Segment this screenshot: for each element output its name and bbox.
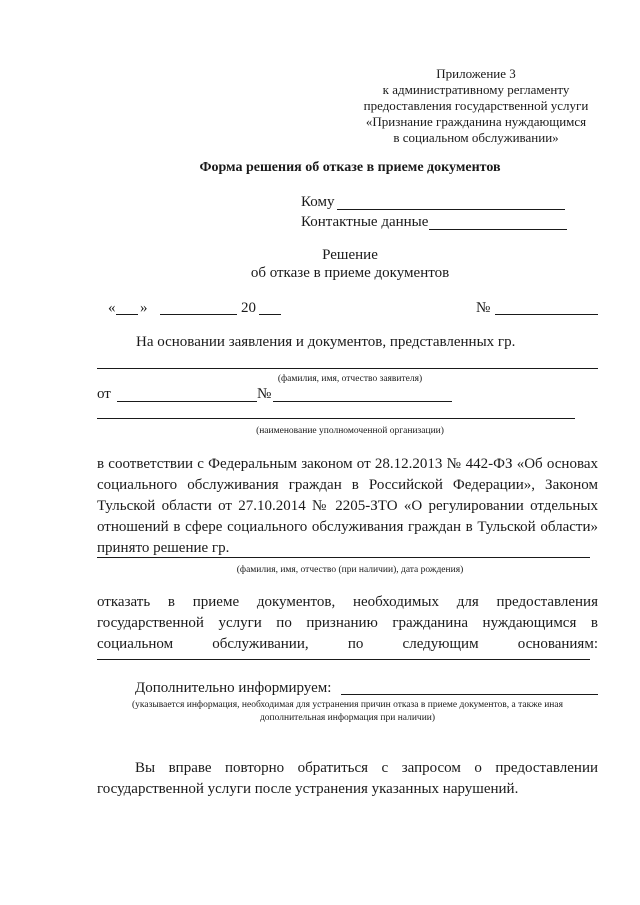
final-line: государственной услуги после устранения указанных нарушений.: [97, 781, 519, 797]
from-label: от: [97, 386, 111, 402]
appendix-title: Приложение 3: [436, 66, 516, 81]
day-close-quote: »: [140, 300, 148, 316]
refuse-line: социальном обслуживании, по следующим основаниям:: [97, 636, 598, 652]
basis-word: заявления: [228, 334, 293, 350]
basis-word: и: [295, 334, 304, 350]
basis-word: представленных: [389, 334, 495, 350]
additional-caption-line: дополнительная информация при наличии): [259, 713, 436, 723]
appendix-line: к административному регламенту: [382, 82, 570, 97]
day-open-quote: «: [108, 300, 116, 316]
additional-caption: [97, 699, 598, 725]
decision-subtitle: об отказе в приеме документов: [250, 265, 450, 281]
refuse-line: отказать в приеме документов, необходимых для предоставления: [97, 594, 598, 610]
appendix-line: «Признание гражданина нуждающимся: [365, 114, 587, 129]
final-paragraph: [97, 758, 598, 800]
number-sign: №: [476, 300, 491, 316]
law-line: отношений в сфере социального обслуживания граждан в Тульской области»: [97, 519, 598, 535]
additional-label: Дополнительно информируем:: [135, 680, 332, 696]
org-field-line[interactable]: [97, 418, 575, 419]
month-field-line[interactable]: [160, 314, 237, 315]
appendix-line: предоставления государственной услуги: [363, 98, 589, 113]
contacts-field-line[interactable]: [429, 229, 567, 230]
to-field-line[interactable]: [337, 209, 565, 210]
law-line: Тульской области от 27.10.2014 № 2205-ЗТО «О регулировании отдельных: [97, 498, 598, 514]
final-line: Вы вправе повторно обратиться с запросом о предоставлении: [135, 760, 598, 776]
applicant-caption: (фамилия, имя, отчество заявителя): [277, 374, 423, 384]
basis-row: [136, 334, 598, 351]
basis-word: документов,: [307, 334, 387, 350]
basis-word: гр.: [497, 334, 516, 350]
from-number-sign: №: [257, 386, 272, 402]
org-caption: (наименование уполномоченной организации): [256, 426, 444, 436]
law-line: в соответствии с Федеральным законом от 28.12.2013 № 442-ФЗ «Об основах: [97, 456, 598, 472]
law-paragraph: [97, 454, 598, 559]
basis-word: основании: [157, 334, 225, 350]
citizen-field-line[interactable]: [97, 557, 590, 558]
year-field-line[interactable]: [259, 314, 281, 315]
citizen-caption: (фамилия, имя, отчество (при наличии), дата рождения): [236, 565, 464, 575]
refuse-line: государственной услуги по признанию гражданина нуждающимся в: [97, 615, 598, 631]
applicant-field-line[interactable]: [97, 368, 598, 369]
number-field-line[interactable]: [495, 314, 598, 315]
refuse-paragraph: [97, 592, 598, 655]
from-date-line[interactable]: [117, 401, 257, 402]
year-prefix: 20: [241, 300, 256, 316]
law-line: принято решение гр.: [97, 540, 230, 556]
form-title: Форма решения об отказе в приеме документов: [199, 160, 501, 175]
additional-caption-line: (указывается информация, необходимая для устранения причин отказа в приеме документов, а также иная: [132, 700, 563, 710]
decision-title: Решение: [322, 247, 378, 263]
from-number-line[interactable]: [273, 401, 452, 402]
law-line: социального обслуживания граждан в Российской Федерации», Законом: [97, 477, 598, 493]
reasons-field-line[interactable]: [97, 659, 590, 660]
additional-field-line[interactable]: [341, 694, 598, 695]
appendix-line: в социальном обслуживании»: [393, 130, 559, 145]
to-label: Кому: [301, 194, 335, 210]
appendix-block: [340, 66, 612, 146]
day-field-line[interactable]: [116, 314, 138, 315]
basis-word: На: [136, 334, 154, 350]
contacts-label: Контактные данные: [301, 214, 429, 230]
